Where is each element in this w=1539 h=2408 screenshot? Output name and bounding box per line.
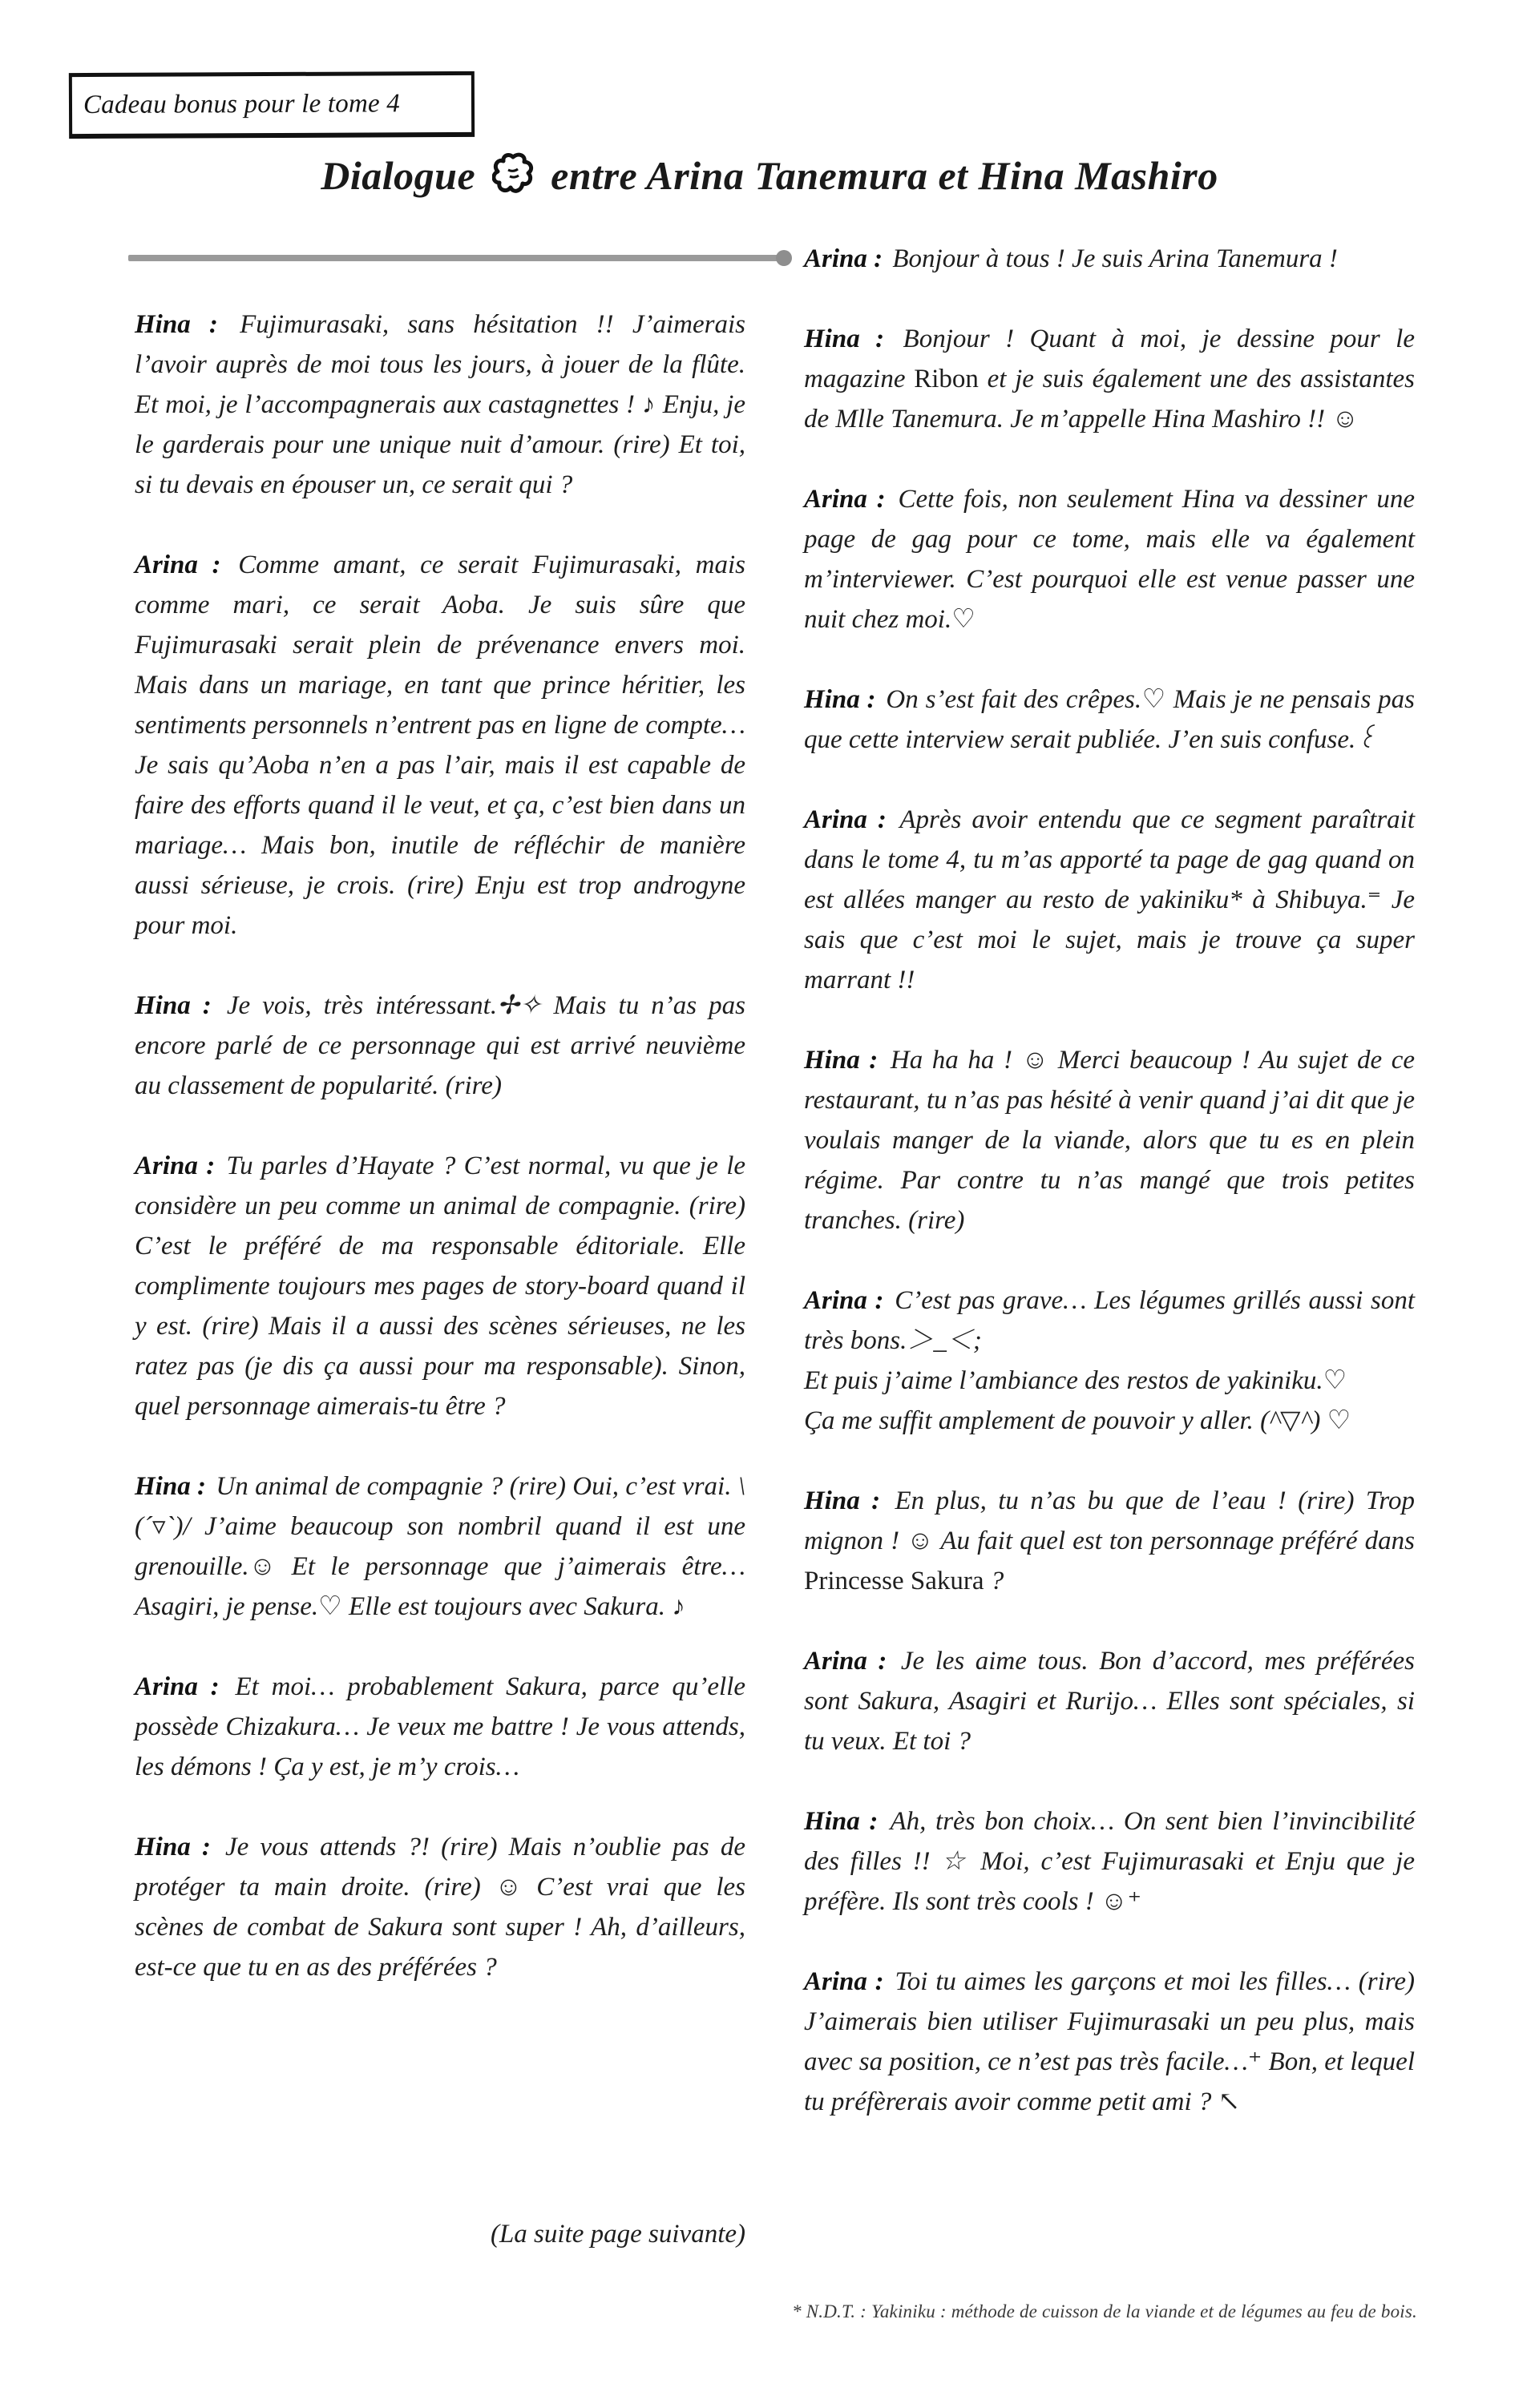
dialogue-entry <box>804 319 1415 439</box>
dialogue-text: Ha ha ha ! ☺ Merci beaucoup ! Au sujet de ce restaurant, tu n’as pas hésité à venir quand j’ai dit que je voulais manger de la viande, alors que tu es en plein régime. Par contre tu n’as mangé que trois petites tranches. (rire) <box>804 1046 1415 1235</box>
dialogue-text: Bonjour ! Quant à moi, je dessine pour le magazine <box>804 325 1415 393</box>
speaker-label: Arina : <box>135 551 221 579</box>
dialogue-text: ? <box>984 1567 1004 1595</box>
divider-dot <box>776 250 792 266</box>
dialogue-text: Je les aime tous. Bon d’accord, mes préférées sont Sakura, Asagiri et Rurijo… Elles sont spéciales, si tu veux. Et toi ? <box>804 1647 1415 1756</box>
speaker-label: Hina : <box>804 685 876 714</box>
dialogue-text: Un animal de compagnie ? (rire) Oui, c’est vrai. \(´▿`)/ J’aime beaucoup son nombril quand il est une grenouille.☺ Et le personnage que j’aimerais être… Asagiri, je pense.♡ Elle est toujours avec Sakura. ♪ <box>135 1472 745 1621</box>
dialogue-entry <box>804 680 1415 760</box>
dialogue-text: Et moi… probablement Sakura, parce qu’elle possède Chizakura… Je veux me battre ! Je vous attends, les démons ! Ça y est, je m’y crois… <box>135 1672 745 1781</box>
title-part-2: entre Arina Tanemura et Hina Mashiro <box>551 153 1218 198</box>
manga-title: Princesse Sakura <box>804 1567 984 1595</box>
speaker-label: Hina : <box>135 1472 207 1501</box>
dialogue-text: On s’est fait des crêpes.♡ Mais je ne pensais pas que cette interview serait publiée. J’en suis confuse.꒰ <box>804 685 1415 754</box>
dialogue-entry <box>135 1667 745 1787</box>
speaker-label: Hina : <box>135 991 212 1020</box>
translator-footnote: * N.D.T. : Yakiniku : méthode de cuisson de la viande et de légumes au feu de bois. <box>792 2301 1417 2321</box>
speaker-label: Arina : <box>135 1672 220 1701</box>
right-column <box>804 239 1415 2162</box>
speaker-label: Hina : <box>804 1486 881 1515</box>
title-part-1: Dialogue <box>321 153 476 198</box>
dialogue-entry <box>804 239 1415 279</box>
dialogue-entry <box>804 479 1415 639</box>
dialogue-entry <box>804 800 1415 1000</box>
dialogue-text: Tu parles d’Hayate ? C’est normal, vu que je le considère un peu comme un animal de compagnie. (rire) C’est le préféré de ma responsable éditoriale. Elle complimente toujours mes pages de story-board quand il y est. (rire) Mais il a aussi des scènes sérieuses, ne les ratez pas (je dis ça aussi pour ma responsable). Sinon, quel personnage aimerais-tu être ? <box>135 1152 746 1421</box>
dialogue-text: Après avoir entendu que ce segment paraîtrait dans le tome 4, tu m’as apporté ta page de gag quand on est allées manger au resto de yakiniku* à Shibuya.⁼ Je sais que c’est moi le sujet, mais je trouve ça super marrant !! <box>804 805 1416 994</box>
dialogue-text: Fujimurasaki, sans hésitation !! J’aimerais l’avoir auprès de moi tous les jours, à jouer de la flûte. Et moi, je l’accompagnerais aux castagnettes ! ♪ Enju, je le garderais pour une unique nuit d’amour. (rire) Et toi, si tu devais en épouser un, ce serait qui ? <box>135 310 745 499</box>
left-column <box>135 305 745 2027</box>
speaker-label: Hina : <box>135 1833 211 1861</box>
dialogue-entry <box>135 1827 745 1987</box>
dialogue-entry <box>135 545 745 946</box>
dialogue-text: Comme amant, ce serait Fujimurasaki, mais comme mari, ce serait Aoba. Je suis sûre que Fujimurasaki serait plein de prévenance envers moi. Mais dans un mariage, en tant que prince héritier, les sentiments personnels n’entrent pas en ligne de compte… Je sais qu’Aoba n’en a pas l’air, mais il est capable de faire des efforts quand il le veut, et ça, c’est bien dans un mariage… Mais bon, inutile de réfléchir de manière aussi sérieuse, je crois. (rire) Enju est trop androgyne pour moi. <box>135 551 745 940</box>
speaker-label: Arina : <box>804 805 887 834</box>
dialogue-entry <box>135 1146 745 1426</box>
dialogue-text: Ah, très bon choix… On sent bien l’invincibilité des filles !! ☆ Moi, c’est Fujimurasaki et Enju que je préfère. Ils sont très cools ! ☺⁺ <box>804 1807 1415 1916</box>
dialogue-text: Cette fois, non seulement Hina va dessiner une page de gag pour ce tome, mais elle va également m’interviewer. C’est pourquoi elle est venue passer une nuit chez moi.♡ <box>804 485 1415 634</box>
dialogue-text-line: Ça me suffit amplement de pouvoir y aller. (^▽^) ♡ <box>804 1406 1351 1435</box>
speaker-label: Hina : <box>804 1807 879 1836</box>
dialogue-entry <box>804 1481 1415 1601</box>
continued-next-page-note: (La suite page suivante) <box>490 2220 745 2249</box>
speaker-label: Hina : <box>135 310 218 339</box>
dialogue-entry <box>135 305 745 505</box>
dialogue-text: Toi tu aimes les garçons et moi les filles… (rire) J’aimerais bien utiliser Fujimurasaki un peu plus, mais avec sa position, ce n’est pas très facile…⁺ Bon, et lequel tu préfèrerais avoir comme petit ami ? ↖ <box>804 1967 1415 2116</box>
dialogue-entry <box>804 1962 1415 2122</box>
dialogue-text: Je vois, très intéressant.✢✧ Mais tu n’as pas encore parlé de ce personnage qui est arrivé neuvième au classement de popularité. (rire) <box>135 991 745 1100</box>
dialogue-text: En plus, tu n’as bu que de l’eau ! (rire) Trop mignon ! ☺ Au fait quel est ton personnage préféré dans <box>804 1486 1416 1555</box>
magazine-title: Ribon <box>914 365 979 393</box>
speaker-label: Hina : <box>804 325 885 353</box>
dialogue-entry <box>135 1466 745 1627</box>
dialogue-entry <box>804 1641 1415 1761</box>
speaker-label: Arina : <box>804 485 886 514</box>
dialogue-text-line: Et puis j’aime l’ambiance des restos de yakiniku.♡ <box>804 1366 1347 1395</box>
dialogue-entry <box>804 1801 1415 1922</box>
bonus-label: Cadeau bonus pour le tome 4 <box>83 89 401 120</box>
dialogue-entry <box>804 1281 1415 1441</box>
speaker-label: Hina : <box>804 1046 879 1075</box>
speaker-label: Arina : <box>804 1286 884 1315</box>
dialogue-entry <box>135 986 745 1106</box>
speaker-label: Arina : <box>804 1647 887 1676</box>
flower-icon <box>492 152 534 205</box>
dialogue-text: C’est pas grave… Les légumes grillés aussi sont très bons.＞_＜; <box>804 1286 1415 1355</box>
speaker-label: Arina : <box>804 244 883 273</box>
dialogue-entry <box>804 1040 1415 1240</box>
dialogue-text: Je vous attends ?! (rire) Mais n’oublie pas de protéger ta main droite. (rire) ☺ C’est vrai que les scènes de combat de Sakura sont super ! Ah, d’ailleurs, est-ce que tu en as des préférées ? <box>135 1833 745 1982</box>
bonus-label-box <box>69 71 475 139</box>
speaker-label: Arina : <box>804 1967 884 1996</box>
speaker-label: Arina : <box>135 1152 216 1180</box>
dialogue-text: Bonjour à tous ! Je suis Arina Tanemura ! <box>892 244 1338 273</box>
page-title <box>0 152 1539 205</box>
column-divider-line <box>128 255 784 261</box>
dialogue-text: et je suis également une des assistantes de Mlle Tanemura. Je m’appelle Hina Mashiro !! ☺ <box>804 365 1415 434</box>
